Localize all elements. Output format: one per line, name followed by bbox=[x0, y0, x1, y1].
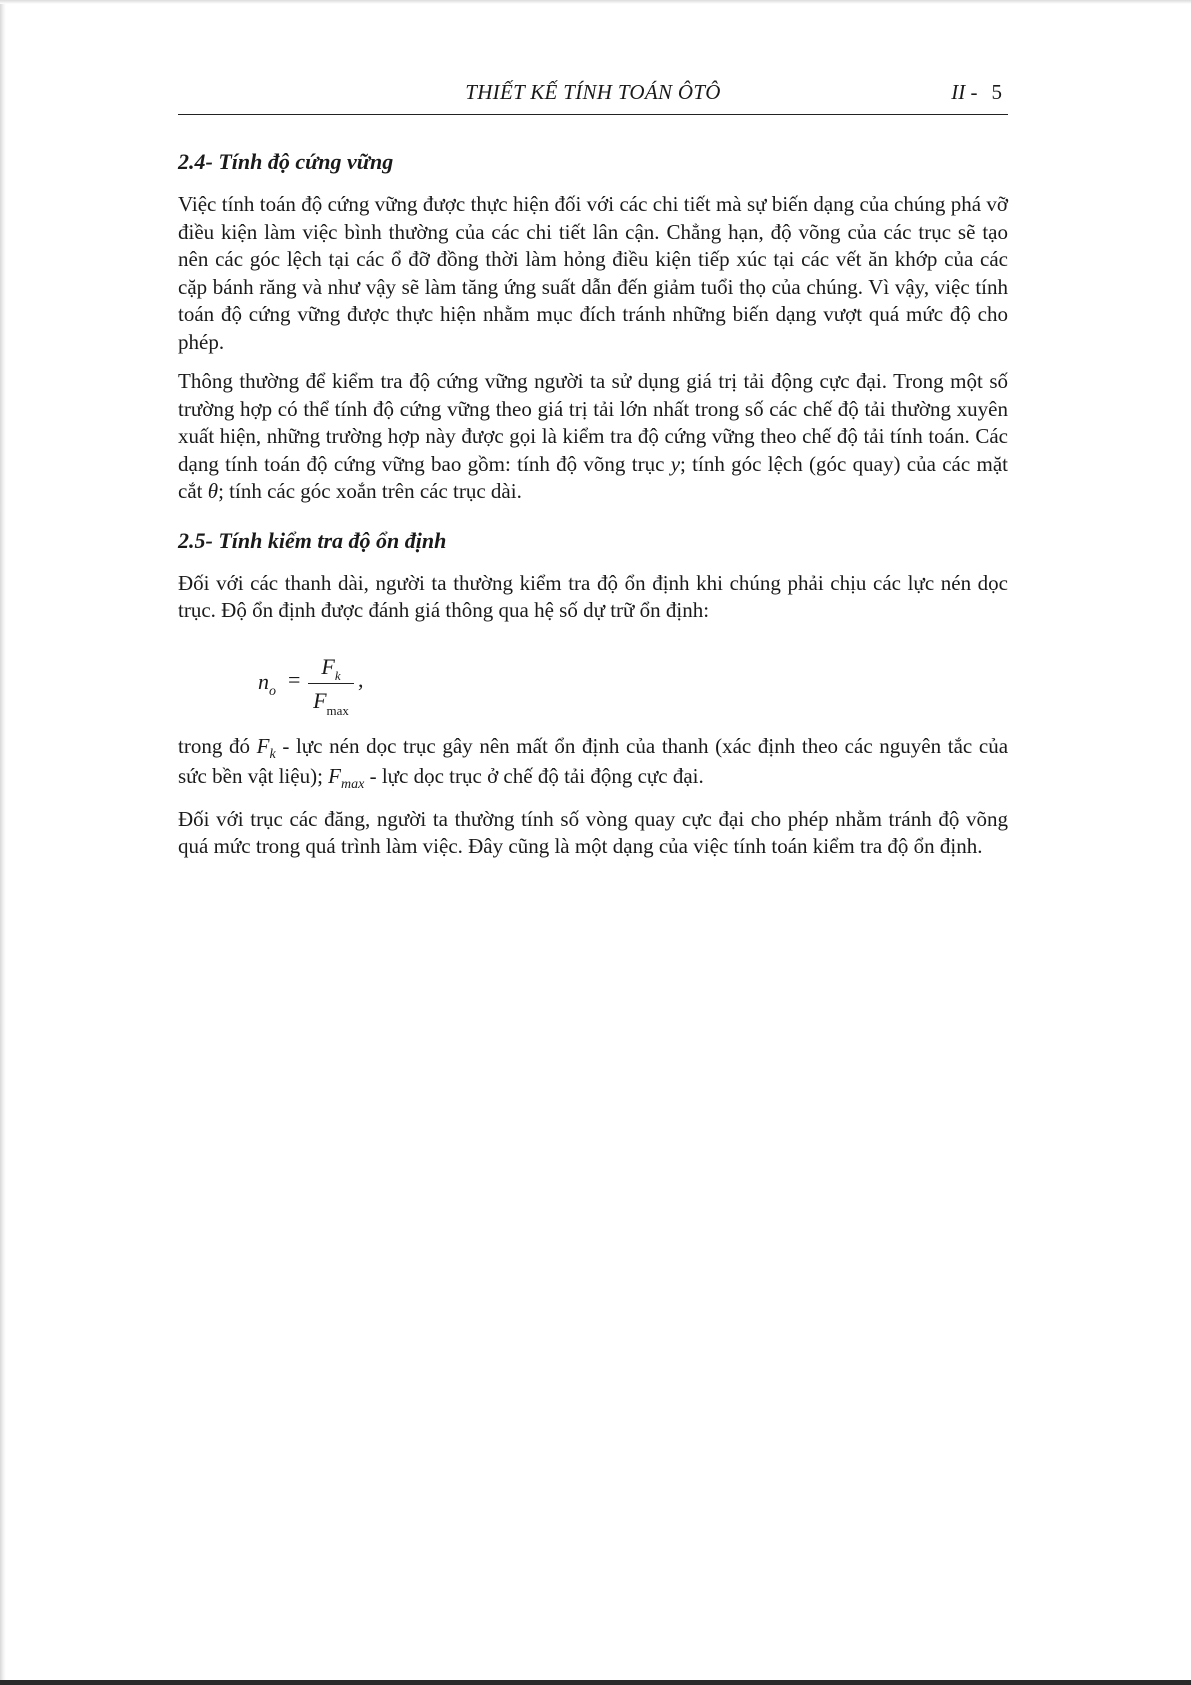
section-2-5-heading: 2.5- Tính kiểm tra độ ổn định bbox=[178, 527, 447, 553]
scan-edge-top bbox=[0, 0, 1191, 4]
section-2-4-paragraph-2 bbox=[178, 368, 1008, 506]
var-fmax: $F_{max}$ bbox=[328, 764, 365, 792]
formula-denominator: $F_{max}$ bbox=[313, 687, 349, 718]
section-2-5-paragraph-1: Đối với các thanh dài, người ta thường kiểm tra độ ổn định khi chúng phải chịu các lực nén dọc trục. Độ ổn định được đánh giá thông qua hệ số dự trữ ổn định: bbox=[178, 570, 1008, 622]
p2-text-a: Thông thường để kiểm tra độ cứng vững người ta sử dụng giá trị tải động cực đại. Trong một số trường hợp có thể tính độ cứng vững theo giá trị tải lớn nhất trong số các chế độ tải thường xuyên xuất hiện, những trường hợp này được gọi là kiểm tra độ cứng vững theo chế độ tải tính toán. Các dạng tính toán độ cứng vững bao gồm: tính độ võng trục bbox=[178, 369, 1008, 476]
header-title: THIẾT KẾ TÍNH TOÁN ÔTÔ bbox=[465, 80, 721, 104]
header-chapter: II - bbox=[951, 80, 978, 104]
page-header bbox=[178, 74, 1008, 115]
header-page-number bbox=[951, 80, 1002, 105]
section-2-5-paragraph-3: Đối với trục các đăng, người ta thường tính số vòng quay cực đại cho phép nhằm tránh độ võng quá mức trong quá trình làm việc. Đây cũng là một dạng của việc tính toán kiểm tra độ ổn định. bbox=[178, 806, 1008, 858]
formula-lhs: $n_o$ bbox=[258, 668, 276, 699]
formula-comma: , bbox=[358, 666, 364, 692]
formula-fraction bbox=[308, 651, 354, 716]
var-y: y bbox=[670, 451, 681, 476]
stability-formula bbox=[258, 651, 1008, 721]
section-2-5-paragraph-2: trong đó $F_k$ - lực nén dọc trục gây nên mất ổn định của thanh (xác định theo các nguyên tắc của sức bền vật liệu); $F_{max}$ - lực dọc trục ở chế độ tải động cực đại. bbox=[178, 733, 1009, 792]
scan-edge-left bbox=[0, 0, 6, 1685]
header-page-num: 5 bbox=[991, 80, 1002, 104]
var-fk: $F_k$ bbox=[256, 733, 276, 762]
formula-equals: = bbox=[288, 666, 301, 692]
section-2-4-heading: 2.4- Tính độ cứng vững bbox=[178, 149, 394, 174]
p2-text-c: ; tính các góc xoắn trên các trục dài. bbox=[218, 479, 522, 503]
document-page bbox=[178, 74, 1008, 861]
p2-text-b: ; tính góc lệch (góc quay) của các mặt cắt bbox=[178, 451, 1008, 503]
scan-edge-bottom bbox=[0, 1680, 1191, 1685]
var-theta: θ bbox=[207, 479, 219, 503]
formula-numerator: $F_k$ bbox=[308, 651, 354, 684]
section-2-4-paragraph-1: Việc tính toán độ cứng vững được thực hiện đối với các chi tiết mà sự biến dạng của chúng phá vỡ điều kiện làm việc bình thường của các chi tiết lân cận. Chẳng hạn, độ võng của các trục sẽ tạo nên các góc lệch tại các ổ đỡ đồng thời làm hỏng điều kiện tiếp xúc tại các vết ăn khớp của các cặp bánh răng và như vậy sẽ làm tăng ứng suất dẫn đến giảm tuổi thọ của chúng. Vì vậy, việc tính toán độ cứng vững được thực hiện nhằm mục đích tránh những biến dạng vượt quá mức độ cho phép. bbox=[178, 192, 1008, 354]
